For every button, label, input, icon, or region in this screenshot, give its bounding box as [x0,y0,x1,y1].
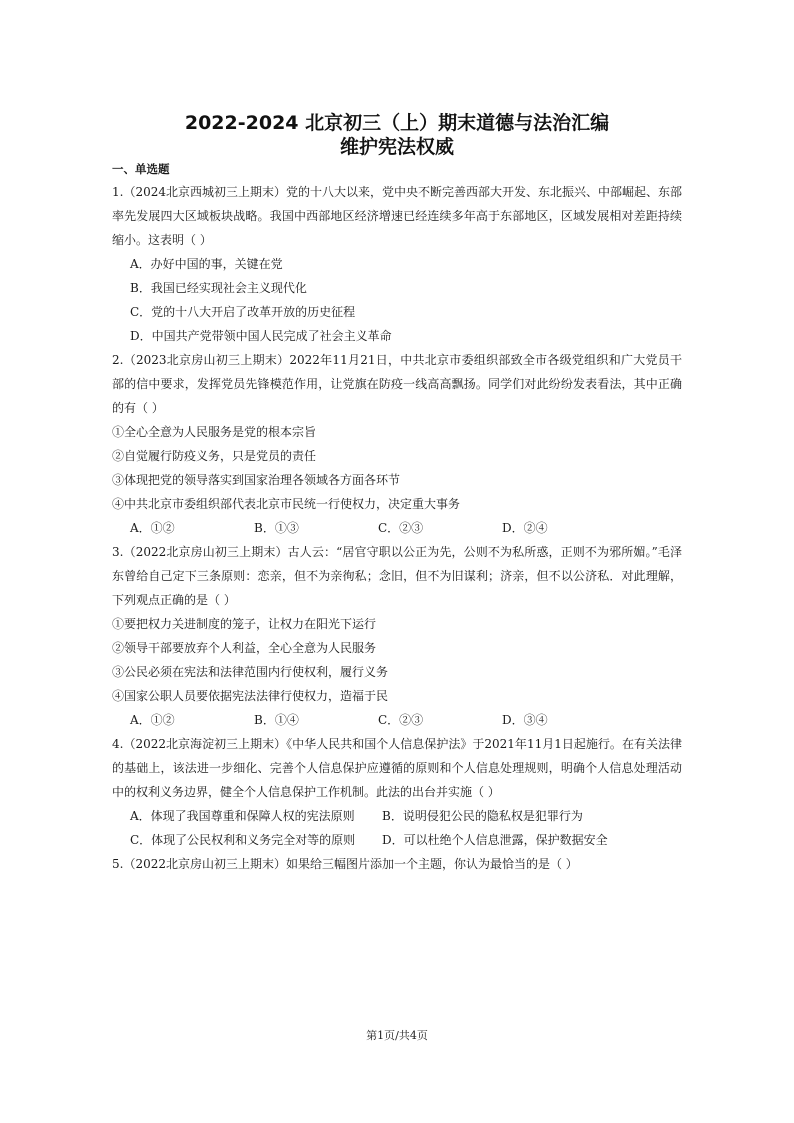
options-row-2 [112,828,682,852]
option-b: B．我国已经实现社会主义现代化 [130,281,307,295]
option-d: D．②④ [502,521,548,535]
options-row-1 [112,804,682,828]
statement-3: ③体现把党的领导落实到国家治理各领域各方面各环节 [112,473,401,487]
option-a: A．①② [130,713,175,727]
section-heading: 一、单选题 [112,162,170,176]
statement-4: ④国家公职人员要依据宪法法律行使权力，造福于民 [112,689,389,703]
statement-1: ①全心全意为人民服务是党的根本宗旨 [112,425,317,439]
options-row [112,516,682,540]
options-row [112,708,682,732]
question-5 [112,852,682,876]
option-c: C．体现了公民权利和义务完全对等的原则 [130,833,356,847]
question-stem: 5.（2022北京房山初三上期末）如果给三幅图片添加一个主题，你认为最恰当的是（ ） [112,857,578,871]
option-c: C．②③ [378,521,424,535]
option-a: A．办好中国的事，关键在党 [130,257,283,271]
question-list [112,180,682,876]
option-c: C．党的十八大开启了改革开放的历史征程 [130,305,356,319]
option-d: D．可以杜绝个人信息泄露，保护数据安全 [382,833,608,847]
statement-1: ①要把权力关进制度的笼子，让权力在阳光下运行 [112,617,377,631]
option-b: B．①③ [254,521,299,535]
statement-2: ②自觉履行防疫义务，只是党员的责任 [112,449,317,463]
page-number: 第1页/共4页 [366,1029,428,1042]
option-d: D．③④ [502,713,548,727]
question-1 [112,180,682,348]
question-2 [112,348,682,540]
statement-4: ④中共北京市委组织部代表北京市民统一行使权力，决定重大事务 [112,497,461,511]
question-3 [112,540,682,732]
statement-3: ③公民必须在宪法和法律范围内行使权利，履行义务 [112,665,389,679]
question-4 [112,732,682,852]
option-d: D．中国共产党带领中国人民完成了社会主义革命 [130,329,392,343]
option-a: A．体现了我国尊重和保障人权的宪法原则 [130,809,355,823]
option-a: A．①② [130,521,175,535]
question-stem: 4.（2022北京海淀初三上期末）《中华人民共和国个人信息保护法》于2021年11月1日起施行。在有关法律的基础上，该法进一步细化、完善个人信息保护应遵循的原则和个人信息处理规则，明确个人信息处理活动中的权利义务边界，健全个人信息保护工作机制。此法的出台并实施（ ） [112,737,682,799]
option-b: B．说明侵犯公民的隐私权是犯罪行为 [382,809,583,823]
statement-2: ②领导干部要放弃个人利益，全心全意为人民服务 [112,641,377,655]
document-subtitle: 维护宪法权威 [339,136,454,158]
question-stem: 1.（2024北京西城初三上期末）党的十八大以来，党中央不断完善西部大开发、东北振兴、中部崛起、东部率先发展四大区域板块战略。我国中西部地区经济增速已经连续多年高于东部地区，区域发展相对差距持续缩小。这表明（ ） [112,185,682,247]
question-stem: 3.（2022北京房山初三上期末）古人云：“居官守职以公正为先，公则不为私所惑，正则不为邪所媚。”毛泽东曾给自己定下三条原则：恋亲，但不为亲徇私；念旧，但不为旧谋利；济亲，但不以公济私．对此理解，下列观点正确的是（ ） [112,545,682,607]
question-stem: 2.（2023北京房山初三上期末）2022年11月21日，中共北京市委组织部致全市各级党组织和广大党员干部的信中要求，发挥党员先锋模范作用，让党旗在防疫一线高高飘扬。同学们对此纷纷发表看法，其中正确的有（ ） [112,353,682,415]
option-b: B．①④ [254,713,299,727]
option-c: C．②③ [378,713,424,727]
document-title: 2022-2024 北京初三（上）期末道德与法治汇编 [184,112,610,134]
